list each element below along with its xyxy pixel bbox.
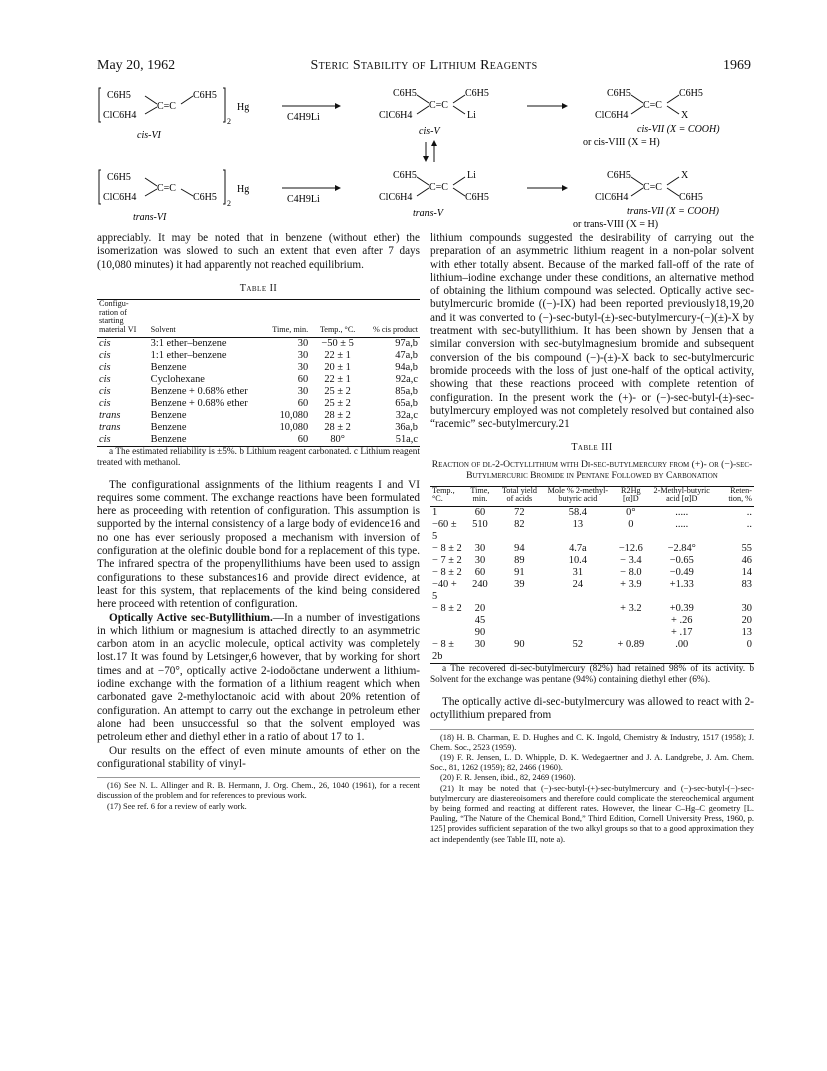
svg-text:ClC6H4: ClC6H4: [103, 192, 137, 203]
table3-cell: + 0.89: [617, 638, 645, 650]
table3-cell: 13: [572, 518, 584, 530]
table2-cell: 22 ± 1: [324, 373, 351, 385]
table2-cell: cis: [99, 337, 111, 349]
table2-cell: 30: [297, 361, 309, 373]
left-column: [97, 232, 420, 812]
table3-col-temp: Temp., °C.: [432, 485, 455, 504]
table3-col-acid: 2-Methyl-butyric acid [α]D: [653, 485, 710, 504]
table3-cell: 89: [514, 554, 525, 566]
table2-col-solvent: Solvent: [150, 324, 176, 334]
svg-text:ClC6H4: ClC6H4: [379, 110, 413, 121]
svg-text:Li: Li: [467, 110, 476, 121]
table2-cell: 80°: [330, 433, 345, 445]
table3-row: [430, 603, 754, 615]
table3-cell: [496, 627, 542, 639]
table3-cell: [430, 615, 464, 627]
table3-cell: 82: [514, 518, 525, 530]
table3-cell: 510: [472, 518, 488, 530]
right-column: [430, 232, 754, 845]
paragraph: appreciably. It may be noted that in benzene (without ether) the isomerization was slowed to such an extent that even after 7 days (10,080 minutes) it had apparently not reached equilibrium.: [97, 232, 420, 271]
table3-cell: [613, 615, 648, 627]
left-references: [97, 777, 420, 812]
table2-cell: 28 ± 2: [324, 409, 351, 421]
svg-text:C6H5: C6H5: [393, 88, 417, 99]
table3-cell: 91: [514, 566, 525, 578]
svg-text:C=C: C=C: [643, 182, 662, 193]
cis-vi-structure: [99, 88, 249, 141]
table3-cell: 30: [474, 638, 486, 650]
table3-cell: 90: [474, 626, 486, 638]
table3-cell: 39: [514, 578, 525, 590]
reaction-arrow-2: [527, 103, 568, 109]
table2-row: [97, 410, 420, 422]
svg-text:C=C: C=C: [643, 100, 662, 111]
table2-col-time: Time, min.: [272, 324, 309, 334]
table3-col-retention: Reten-tion, %: [728, 485, 752, 504]
table2: [97, 299, 420, 446]
table3-cell: +1.33: [669, 578, 694, 590]
reference: (17) See ref. 6 for a review of early work.: [107, 801, 247, 811]
table3-cell: −0.65: [669, 554, 694, 566]
table3-cell: 30: [474, 554, 486, 566]
table3-cell: 14: [741, 566, 752, 578]
table2-cell: Benzene: [150, 421, 187, 433]
table3-cell: [430, 627, 464, 639]
table3-cell: −40 + 5: [432, 578, 457, 602]
table3-col-yield: Total yield of acids: [501, 485, 537, 504]
table3-cell: 10.4: [568, 554, 587, 566]
svg-text:trans-VII (X = COOH): trans-VII (X = COOH): [627, 206, 720, 217]
table3-cell: −12.6: [618, 542, 643, 554]
table2-col-config: Configu-ration of starting material VI: [99, 299, 137, 334]
trans-vi-structure: [99, 170, 249, 223]
table3-cell: −60 ± 5: [432, 518, 457, 542]
svg-text:cis-VII (X = COOH): cis-VII (X = COOH): [637, 124, 720, 135]
table2-cell: Benzene: [150, 433, 187, 445]
table3-cell: 94: [514, 542, 525, 554]
reaction-arrow-4: [527, 185, 568, 191]
svg-text:C6H5: C6H5: [607, 170, 631, 181]
table2-cell: cis: [99, 349, 111, 361]
table3-cell: .....: [675, 506, 689, 518]
table2-cell: 1:1 ether–benzene: [150, 349, 227, 361]
svg-text:C6H5: C6H5: [679, 88, 703, 99]
table2-cell: 60: [297, 373, 309, 385]
svg-text:C6H5: C6H5: [607, 88, 631, 99]
table3-cell: [543, 615, 614, 627]
table3-row: [430, 555, 754, 567]
table2-cell: 30: [297, 337, 309, 349]
table2-cell: 30: [297, 385, 309, 397]
table3-cell: 72: [514, 506, 525, 518]
table3-row: [430, 519, 754, 543]
table3-cell: +0.39: [669, 602, 694, 614]
table3-col-time: Time, min.: [470, 485, 490, 504]
table3-cell: − 8.0: [620, 566, 642, 578]
table3-cell: 52: [572, 638, 584, 650]
table3-cell: 55: [741, 542, 752, 554]
svg-text:C6H5: C6H5: [193, 192, 217, 203]
table3-cell: [496, 603, 542, 615]
table2-row: [97, 350, 420, 362]
equilibrium-arrows: [423, 140, 437, 162]
table2-col-temp: Temp., °C.: [319, 324, 356, 334]
table2-cell: cis: [99, 373, 111, 385]
table3-cell: − 3.4: [620, 554, 642, 566]
table2-row: [97, 434, 420, 447]
running-header: [97, 58, 751, 78]
table3-cell: −0.49: [669, 566, 694, 578]
table3-cell: + .26: [671, 614, 693, 626]
svg-text:C=C: C=C: [157, 183, 176, 194]
table3-cell: − 8 ± 2: [432, 566, 462, 578]
table2-row: [97, 386, 420, 398]
issue-date: May 20, 1962: [97, 58, 176, 73]
table2-row: [97, 337, 420, 350]
table2-cell: 10,080: [279, 421, 309, 433]
table3-cell: 45: [474, 614, 486, 626]
table3-cell: 0: [746, 638, 752, 650]
table2-cell: Benzene: [150, 361, 187, 373]
reference: (20) F. R. Jensen, ibid., 82, 2469 (1960).: [440, 773, 576, 783]
cis-v-structure: [379, 88, 489, 137]
right-references: [430, 729, 754, 845]
table2-col-cis: % cis product: [372, 324, 418, 334]
table3-row: [430, 543, 754, 555]
table3-cell: 24: [572, 578, 584, 590]
table3-cell: 90: [514, 638, 525, 650]
svg-text:ClC6H4: ClC6H4: [103, 110, 137, 121]
table3-cell: 60: [474, 506, 486, 518]
paragraph: The optically active di-sec-butylmercury was allowed to react with 2-octyllithium prepared from: [430, 695, 754, 722]
svg-text:X: X: [681, 110, 689, 121]
svg-text:2: 2: [227, 117, 231, 126]
table2-cell: cis: [99, 433, 111, 445]
reaction-arrow-1: [282, 103, 341, 123]
svg-text:or trans-VIII (X = H): or trans-VIII (X = H): [573, 219, 659, 230]
svg-text:Hg: Hg: [237, 184, 250, 195]
table2-cell: 51a,c: [395, 433, 418, 445]
table2-header-row: [97, 300, 420, 337]
table3-row: [430, 627, 754, 639]
table3-cell: 20: [741, 614, 752, 626]
table2-cell: Benzene + 0.68% ether: [150, 385, 248, 397]
table3-cell: − 7 ± 2: [432, 554, 462, 566]
reference: (16) See N. L. Allinger and R. B. Hermann, J. Org. Chem., 26, 1040 (1961), for a recent discussion of the problem and for references to previous work.: [97, 781, 420, 801]
table3-cell: 30: [741, 602, 752, 614]
table2-cell: trans: [99, 409, 121, 421]
table2-cell: 25 ± 2: [324, 385, 351, 397]
table2-cell: 85a,b: [395, 385, 418, 397]
table2-cell: 30: [297, 349, 309, 361]
table3-col-r2hg: R2Hg [α]D: [621, 485, 641, 504]
svg-text:ClC6H4: ClC6H4: [595, 192, 629, 203]
table3-cell: 60: [474, 566, 486, 578]
svg-text:ClC6H4: ClC6H4: [379, 192, 413, 203]
table3-row: [430, 615, 754, 627]
table2-cell: 36a,b: [395, 421, 418, 433]
table3-row: [430, 506, 754, 519]
table3-cell: 0: [628, 518, 634, 530]
svg-text:C=C: C=C: [429, 182, 448, 193]
table2-cell: 92a,c: [395, 373, 418, 385]
table3-col-mole: Mole % 2-methyl-butyric acid: [547, 485, 609, 504]
table2-cell: 20 ± 1: [324, 361, 351, 373]
table2-cell: 47a,b: [395, 349, 418, 361]
table3-cell: [496, 615, 542, 627]
table3-cell: 30: [474, 542, 486, 554]
table3-cell: 31: [572, 566, 584, 578]
table2-cell: 10,080: [279, 409, 309, 421]
table2-cell: cis: [99, 397, 111, 409]
reference: (18) H. B. Charman, E. D. Hughes and C. K. Ingold, Chemistry & Industry, 1517 (1958); J. Chem. Soc., 2523 (1959).: [430, 732, 754, 752]
table3-cell: −2.84°: [667, 542, 696, 554]
table3-cell: [543, 603, 614, 615]
svg-text:trans-VI: trans-VI: [133, 212, 167, 223]
table2-cell: Cyclohexane: [150, 373, 205, 385]
svg-text:C6H5: C6H5: [107, 172, 131, 183]
table3-cell: 0°: [626, 506, 636, 518]
trans-vii-structure: [573, 170, 720, 230]
table2-cell: cis: [99, 361, 111, 373]
table2-cell: 28 ± 2: [324, 421, 351, 433]
paragraph: The configurational assignments of the lithium reagents I and VI requires some comment. The exchange reactions have been formulated here as proceeding with retention of configuration. This assumption is supported by the internal consistency of a large body of evidence16 and no one has ever seriously proposed a mechanism with inversion of configuration at the olefinic double bond for a replacement of this type. The infrared spectra of the propenyllithiums have been used to assign configurations to these substances16 and provide direct evidence, at least for this system, that replacements of the kind being considered here proceed with retention of configuration.: [97, 478, 420, 611]
table2-cell: 94a,b: [395, 361, 418, 373]
table3-cell: [543, 627, 614, 639]
table3-footnote: a The recovered di-sec-butylmercury (82%) had retained 98% of its activity. b Solvent for the exchange was pentane (94%) containing diethyl ether (6%).: [430, 663, 754, 685]
table3-header-row: [430, 486, 754, 506]
table2-footnote: a The estimated reliability is ±5%. b Lithium reagent carbonated. c Lithium reagent treated with methanol.: [97, 446, 420, 468]
svg-text:C4H9Li: C4H9Li: [287, 194, 320, 205]
table3-cell: − 8 ± 2b: [432, 638, 454, 662]
table2-cell: Benzene + 0.68% ether: [150, 397, 248, 409]
svg-text:C6H5: C6H5: [393, 170, 417, 181]
cis-vii-structure: [583, 88, 720, 148]
section-heading: Optically Active sec-Butyllithium.: [109, 611, 273, 624]
table2-cell: 97a,b: [395, 337, 418, 349]
svg-text:C4H9Li: C4H9Li: [287, 112, 320, 123]
table3-cell: ..: [746, 506, 752, 518]
paragraph: [97, 612, 420, 745]
paragraph: Our results on the effect of even minute amounts of ether on the configurational stability of vinyl-: [97, 744, 420, 770]
table3-cell: ..: [746, 518, 752, 530]
table3-cell: − 8 ± 2: [432, 602, 462, 614]
table3-row: [430, 579, 754, 603]
table2-cell: cis: [99, 385, 111, 397]
table3-cell: 13: [741, 626, 752, 638]
table3-row: [430, 567, 754, 579]
table2-row: [97, 362, 420, 374]
table3-title: Reaction of dl-2-Octyllithium with Di-sec-butylmercury from (+)- or (−)-sec-Butylmercuric Bromide in Pentane Followed by Carbonation: [431, 458, 753, 482]
table2-row: [97, 398, 420, 410]
reaction-scheme: [97, 82, 757, 230]
reaction-arrow-3: [282, 185, 341, 205]
svg-text:Li: Li: [467, 170, 476, 181]
table2-cell: 22 ± 1: [324, 349, 351, 361]
table2-cell: −50 ± 5: [321, 337, 354, 349]
trans-v-structure: [379, 170, 489, 219]
table3-cell: 46: [741, 554, 752, 566]
table3-cell: [613, 627, 648, 639]
svg-text:C6H5: C6H5: [465, 88, 489, 99]
table3-cell: − 8 ± 2: [432, 542, 462, 554]
table3-cell: + .17: [671, 626, 693, 638]
page-number: 1969: [723, 58, 751, 73]
svg-text:C6H5: C6H5: [465, 192, 489, 203]
reaction-scheme-drawing: [97, 82, 757, 230]
table3-cell: .....: [675, 518, 689, 530]
svg-text:cis-VI: cis-VI: [137, 130, 161, 141]
table3-cell: 58.4: [568, 506, 587, 518]
table3-cell: 4.7a: [569, 542, 587, 554]
svg-text:2: 2: [227, 199, 231, 208]
svg-text:C6H5: C6H5: [107, 90, 131, 101]
table3: [430, 486, 754, 664]
svg-text:C=C: C=C: [429, 100, 448, 111]
table2-cell: 65a,b: [395, 397, 418, 409]
table3-cell: + 3.9: [620, 578, 642, 590]
svg-text:cis-V: cis-V: [419, 126, 440, 137]
table3-cell: 83: [741, 578, 752, 590]
svg-text:Hg: Hg: [237, 102, 250, 113]
svg-text:C6H5: C6H5: [679, 192, 703, 203]
table2-cell: 25 ± 2: [324, 397, 351, 409]
table2-cell: Benzene: [150, 409, 187, 421]
table3-cell: .00: [675, 638, 689, 650]
table2-row: [97, 374, 420, 386]
table2-cell: 60: [297, 433, 309, 445]
svg-text:C=C: C=C: [157, 101, 176, 112]
table2-cell: trans: [99, 421, 121, 433]
table3-row: [430, 639, 754, 664]
table2-cell: 3:1 ether–benzene: [150, 337, 227, 349]
table3-cell: + 3.2: [620, 602, 642, 614]
table2-caption: Table II: [239, 282, 278, 294]
svg-text:or cis-VIII (X = H): or cis-VIII (X = H): [583, 137, 660, 148]
table3-caption: Table III: [571, 442, 613, 454]
reference: (19) F. R. Jensen, L. D. Whipple, D. K. Wedegaertner and J. A. Landgrebe, J. Am. Chem. Soc., 81, 1262 (1959); 82, 2466 (1960).: [430, 752, 754, 773]
table2-cell: 60: [297, 397, 309, 409]
running-title: Steric Stability of Lithium Reagents: [310, 58, 538, 73]
svg-text:ClC6H4: ClC6H4: [595, 110, 629, 121]
table3-cell: 1: [432, 506, 438, 518]
reference: (21) It may be noted that (−)-sec-butyl-(+)-sec-butylmercury and (−)-sec-butyl-(−)-sec-butylmercury are diastereoisomers and therefore could complicate the stereochemical argument by being formed and reacting at different rates. However, the linear C–Hg–C geometry [L. Pauling, “The Nature of the Chemical Bond,” Third Edition, Cornell University Press, 1960, p. 125] provides sufficient separation of the two alkyl groups so that to a good approximation they act independently (see Table III, note a).: [430, 783, 754, 844]
svg-text:C6H5: C6H5: [193, 90, 217, 101]
svg-text:trans-V: trans-V: [413, 208, 443, 219]
table2-row: [97, 422, 420, 434]
section-body: —In a number of investigations in which lithium or magnesium is attached directly to an asymmetric carbon atom in an acyclic molecule, optical activity was completely lost.17 It was found by Letsinger,6 however, that by working for short times and at −70°, optically active 2-iodoöctane underwent a lithium-iodine exchange with the formation of a lithium reagent which when carbonated gave 2-methyloctanoic acid with about 20% retention of configuration. An attempt to carry out the exchange in petroleum ether alone had been unsuccessful so that the solvent employed was petroleum ether and diethyl ether in a ratio of about 17 to 1.: [97, 611, 420, 744]
svg-text:X: X: [681, 170, 689, 181]
table3-cell: 20: [474, 602, 486, 614]
paragraph: lithium compounds suggested the desirability of carrying out the preparation of an asymmetric lithium reagent in a non-polar solvent with ether totally absent. Because of the marked fall-off of the rate of lithium–iodine exchange under these conditions, an alternative method of obtaining the lithium compound was selected. Optically active sec-butylmercuric bromide ((−)-IX) had been reported previously18,19,20 and it was converted to (−)-sec-butyl-(±)-sec-butylmercury-(−)(±)-X by treatment with sec-butyllithium. It has been shown by Jensen that a similar conversion with sec-butylmagnesium bromide and subsequent conversion of the bis compound (−)-(±)-X back to sec-butylmercuric bromide proceeds with the loss of just one-half of the optical activity, showing that these reactions proceed with complete retention of configuration. In the present work the (+)- or (−)-sec-butyl-(±)-sec-butylmercury employed was not completely resolved but contained also “racemic” sec-butylmercury.21: [430, 232, 754, 431]
table3-cell: 240: [472, 578, 488, 590]
table2-cell: 32a,c: [395, 409, 418, 421]
